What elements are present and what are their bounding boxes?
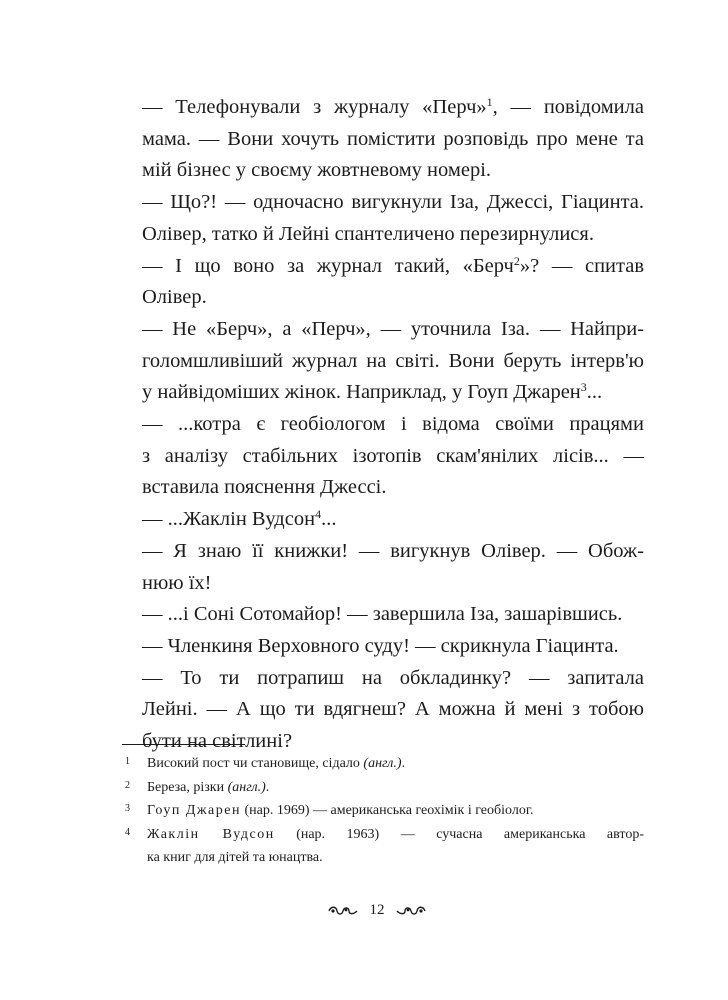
footnote-marker: 4 (315, 507, 322, 522)
footnote-text-part: (англ.) (363, 756, 402, 771)
footnote-text-part: (англ.) (227, 779, 266, 795)
footnote (122, 799, 644, 823)
line-text: — Членкиня Верховного суду! — скрикнула Гіацинта. (142, 634, 619, 657)
footnote-marker: 1 (486, 95, 493, 109)
footnote-marker: 2 (513, 253, 520, 268)
line-text: з аналізу стабільних ізотопів скам'янілих лісів... — (142, 444, 644, 467)
line-text: — ...Жаклін Вудсон (142, 508, 316, 531)
footnote-continuation: ка книг для дітей та юнацтва. (147, 850, 323, 865)
line-text: — Я знаю її книжки! — вигукнув Олівер. — Обож- (142, 539, 644, 562)
text-line (122, 346, 644, 378)
page-folio (322, 902, 432, 926)
text-line (122, 472, 644, 504)
paragraph (122, 631, 644, 663)
text-line (122, 282, 644, 314)
line-text: — ...і Соні Сотомайор! — завершила Іза, зашарівшись. (142, 603, 623, 626)
line-text: мій бізнес у своєму жовтневому номері. (142, 159, 492, 182)
footnote-number: 4 (125, 826, 130, 838)
text-line (122, 155, 644, 187)
text-line (122, 441, 644, 473)
footnote-text-part: Береза, різки (147, 779, 228, 795)
text-line (122, 536, 644, 568)
footnote-text-part: Високий пост чи становище, сідало (147, 756, 364, 771)
text-line (122, 599, 644, 631)
footnote (122, 752, 644, 776)
footnote-marker: 3 (580, 380, 587, 395)
text-line (122, 377, 644, 409)
line-text: — ...котра є геобіологом і відома своїми працями (142, 413, 644, 436)
footnote-text (147, 776, 644, 800)
line-text-after-marker: ... (586, 381, 603, 404)
line-text: голомшливіший журнал на світі. Вони беруть інтерв'ю (142, 349, 644, 372)
line-text: — Телефонували з журналу «Перч» (142, 96, 487, 118)
footnote-text-part: Жаклін Вудсон (147, 826, 275, 842)
paragraph (122, 314, 644, 409)
footnote-text-part: Гоуп Джарен (147, 803, 241, 818)
footnote (122, 823, 644, 870)
line-text: вставила пояснення Джессі. (142, 476, 387, 499)
text-line (122, 568, 644, 600)
footnote (122, 776, 644, 800)
line-text-after-marker: , — повідомила (492, 96, 644, 118)
line-text: — Що?! — одночасно вигукнули Іза, Джессі, Гіацинта. (142, 191, 644, 214)
body-text (122, 92, 644, 758)
paragraph (122, 504, 644, 536)
footnote-rule (122, 744, 245, 745)
line-text: бути на світлині? (142, 730, 293, 753)
paragraph (122, 92, 644, 187)
paragraph (122, 187, 644, 250)
footnote-text-part: (нар. 1969) — американська геохімік і геобіолог. (240, 803, 534, 818)
line-text: — І що воно за журнал такий, «Берч (142, 254, 514, 277)
line-text-after-marker: ... (321, 508, 337, 531)
text-line (122, 124, 644, 156)
footnote-number: 2 (125, 779, 130, 791)
text-line (122, 409, 644, 441)
footnotes (122, 752, 644, 870)
page-number: 12 (369, 902, 385, 919)
left-flourish-ornament-icon (327, 905, 359, 917)
text-line (122, 504, 644, 536)
footnote-text-part: . (401, 756, 406, 771)
footnote-text (147, 823, 644, 847)
footnote-number: 1 (125, 756, 130, 767)
footnote-number: 3 (125, 803, 130, 814)
line-text: Олівер. (142, 286, 207, 309)
footnote-text (147, 752, 644, 776)
line-text: мама. — Вони хочуть помістити розповідь про мене та (142, 127, 644, 150)
text-line (122, 219, 644, 251)
line-text-after-marker: »? — спитав (519, 254, 644, 277)
paragraph (122, 251, 644, 314)
paragraph (122, 599, 644, 631)
text-line (122, 631, 644, 663)
footnote-text-part: (нар. 1963) — сучасна американська автор- (274, 826, 644, 842)
line-text: — То ти потрапиш на обкладинку? — запитала (142, 666, 644, 689)
paragraph (122, 409, 644, 504)
footnote-text-part: . (265, 779, 270, 795)
text-line (122, 663, 644, 695)
line-text: нюю їх! (142, 571, 212, 594)
text-line (122, 92, 644, 124)
line-text: — Не «Берч», а «Перч», — уточнила Іза. — Найпри- (142, 317, 644, 340)
text-line (122, 314, 644, 346)
text-line (122, 187, 644, 219)
right-flourish-ornament-icon (395, 905, 427, 917)
line-text: Олівер, татко й Лейні спантеличено перезирнулися. (142, 222, 594, 245)
line-text: Лейні. — А що ти вдягнеш? А можна й мені з тобою (142, 698, 644, 721)
paragraph (122, 536, 644, 599)
line-text: у найвідоміших жінок. Наприклад, у Гоуп Джарен (142, 381, 581, 404)
text-line (122, 251, 644, 283)
footnote-text (147, 799, 644, 823)
text-line (122, 694, 644, 726)
